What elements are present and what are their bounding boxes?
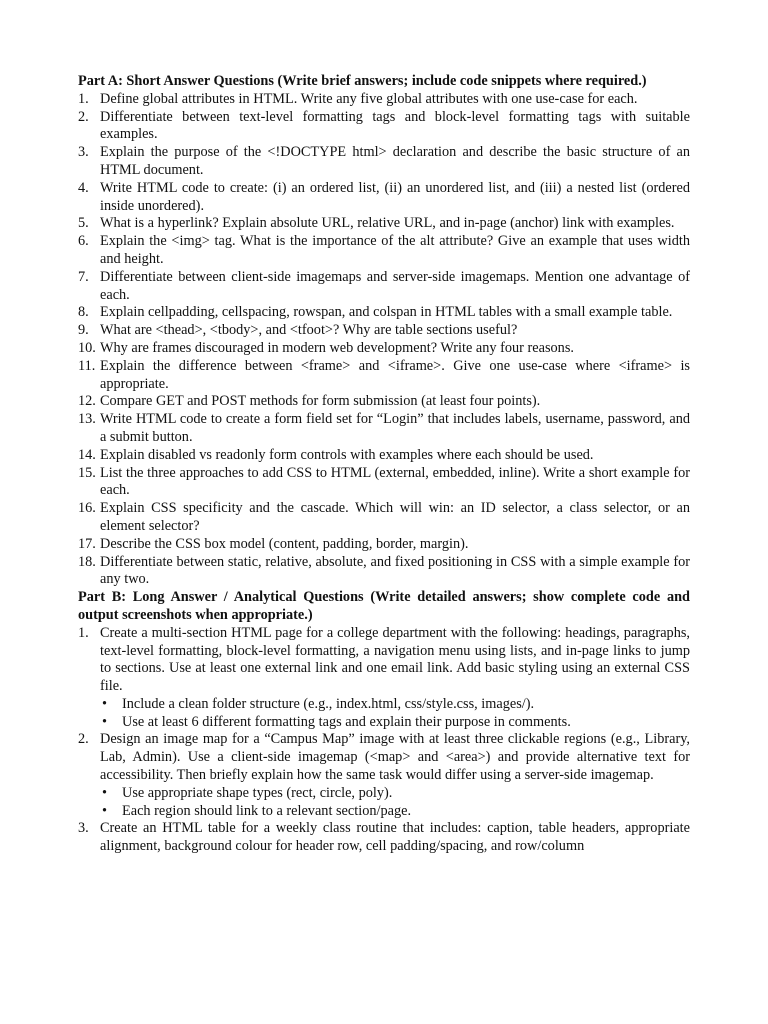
question-number: 6. (78, 233, 89, 250)
question-number: 1. (78, 624, 89, 641)
question-body (100, 233, 690, 269)
question-item (78, 358, 690, 394)
bullet-icon: • (102, 802, 108, 819)
question-body (100, 269, 690, 305)
question-text: Explain CSS specificity and the cascade. Which will win: an ID selector, a class selector, or an element selector? (100, 500, 690, 534)
part-b-heading: Part B: Long Answer / Analytical Questions (Write detailed answers; show complete code and output screenshots when appropriate.) (78, 589, 690, 623)
question-body (100, 340, 690, 358)
question-number: 12. (78, 393, 96, 410)
question-number: 4. (78, 179, 89, 196)
sub-bullet-list (100, 696, 690, 732)
question-number: 10. (78, 339, 96, 356)
question-item (78, 340, 690, 358)
question-body (100, 820, 690, 856)
question-item (78, 536, 690, 554)
question-body (100, 411, 690, 447)
question-body (100, 91, 690, 109)
question-text: Explain cellpadding, cellspacing, rowspan, and colspan in HTML tables with a small example table. (100, 304, 673, 321)
question-body (100, 625, 690, 732)
question-text: Differentiate between static, relative, absolute, and fixed positioning in CSS with a simple example for any two. (100, 553, 690, 588)
question-text: Explain disabled vs readonly form controls with examples where each should be used. (100, 446, 594, 463)
question-body (100, 731, 690, 820)
question-item (78, 625, 690, 732)
question-item (78, 304, 690, 322)
question-text: Explain the purpose of the <!DOCTYPE html> declaration and describe the basic structure of an HTML document. (100, 144, 690, 178)
sub-bullet-text: Use appropriate shape types (rect, circle, poly). (122, 784, 393, 801)
question-number: 3. (78, 144, 89, 161)
question-text: Why are frames discouraged in modern web development? Write any four reasons. (100, 339, 574, 356)
question-item (78, 500, 690, 536)
question-item (78, 91, 690, 109)
question-item (78, 554, 690, 590)
bullet-icon: • (102, 695, 108, 712)
sub-bullet-item (100, 803, 690, 821)
question-body (100, 144, 690, 180)
bullet-icon: • (102, 784, 108, 801)
question-item (78, 269, 690, 305)
question-number: 2. (78, 108, 89, 125)
question-item (78, 393, 690, 411)
question-body (100, 358, 690, 394)
part-b-question-list (78, 625, 690, 856)
question-text: Describe the CSS box model (content, padding, border, margin). (100, 535, 469, 552)
part-a-question-list (78, 91, 690, 589)
question-number: 17. (78, 535, 96, 552)
question-number: 9. (78, 322, 89, 339)
sub-bullet-text: Use at least 6 different formatting tags and explain their purpose in comments. (122, 713, 571, 730)
question-number: 1. (78, 90, 89, 107)
question-text: Write HTML code to create a form field set for “Login” that includes labels, username, password, and a submit button. (100, 411, 690, 445)
question-item (78, 215, 690, 233)
question-item (78, 322, 690, 340)
question-body (100, 536, 690, 554)
question-body (100, 109, 690, 145)
question-item (78, 447, 690, 465)
question-body (100, 215, 690, 233)
question-body (100, 554, 690, 590)
question-number: 2. (78, 731, 89, 748)
question-number: 14. (78, 446, 96, 463)
question-text: What is a hyperlink? Explain absolute URL, relative URL, and in-page (anchor) link with examples. (100, 215, 675, 232)
question-number: 16. (78, 500, 96, 517)
question-item (78, 180, 690, 216)
question-number: 5. (78, 215, 89, 232)
question-number: 18. (78, 553, 96, 570)
question-body (100, 322, 690, 340)
question-item (78, 109, 690, 145)
question-number: 3. (78, 820, 89, 837)
question-item (78, 233, 690, 269)
question-item (78, 144, 690, 180)
question-number: 11. (78, 357, 96, 374)
question-body (100, 304, 690, 322)
question-text: Create a multi-section HTML page for a college department with the following: headings, paragraphs, text-level formatting, block-level formatting, a navigation menu using lists, and in-page links to jump to sections. Use at least one external link and one email link. Add basic styling using an external CSS file. (100, 624, 690, 695)
sub-bullet-item (100, 785, 690, 803)
sub-bullet-item (100, 714, 690, 732)
document-page (78, 73, 690, 856)
bullet-icon: • (102, 713, 108, 730)
question-text: Explain the <img> tag. What is the importance of the alt attribute? Give an example that uses width and height. (100, 233, 690, 267)
question-text: What are <thead>, <tbody>, and <tfoot>? Why are table sections useful? (100, 322, 518, 339)
question-text: Differentiate between client-side imagemaps and server-side imagemaps. Mention one advantage of each. (100, 268, 690, 303)
sub-bullet-text: Include a clean folder structure (e.g., index.html, css/style.css, images/). (122, 695, 535, 712)
question-text: Differentiate between text-level formatting tags and block-level formatting tags with suitable examples. (100, 108, 690, 143)
question-item (78, 465, 690, 501)
question-text: Define global attributes in HTML. Write any five global attributes with one use-case for each. (100, 90, 638, 107)
question-item (78, 820, 690, 856)
question-body (100, 500, 690, 536)
sub-bullet-text: Each region should link to a relevant section/page. (122, 802, 412, 819)
question-text: Compare GET and POST methods for form submission (at least four points). (100, 393, 541, 410)
question-text: Explain the difference between <frame> and <iframe>. Give one use-case where <iframe> is appropriate. (100, 357, 690, 392)
question-body (100, 180, 690, 216)
question-number: 8. (78, 304, 89, 321)
question-body (100, 447, 690, 465)
sub-bullet-list (100, 785, 690, 821)
question-text: List the three approaches to add CSS to HTML (external, embedded, inline). Write a short example for each. (100, 464, 690, 499)
question-number: 7. (78, 268, 89, 285)
question-item (78, 731, 690, 820)
question-body (100, 465, 690, 501)
question-body (100, 393, 690, 411)
sub-bullet-item (100, 696, 690, 714)
question-item (78, 411, 690, 447)
question-text: Write HTML code to create: (i) an ordered list, (ii) an unordered list, and (iii) a nested list (ordered inside unordered). (100, 179, 690, 214)
question-text: Design an image map for a “Campus Map” image with at least three clickable regions (e.g., Library, Lab, Admin). Use a client-side imagemap (<map> and <area>) and provide alternative text for accessibility. Then briefly explain how the same task would differ using a server-side imagemap. (100, 731, 690, 784)
question-text: Create an HTML table for a weekly class routine that includes: caption, table headers, appropriate alignment, background colour for header row, cell padding/spacing, and row/column (100, 820, 690, 855)
part-a-heading: Part A: Short Answer Questions (Write brief answers; include code snippets where required.) (78, 73, 647, 89)
question-number: 13. (78, 411, 96, 428)
question-number: 15. (78, 464, 96, 481)
